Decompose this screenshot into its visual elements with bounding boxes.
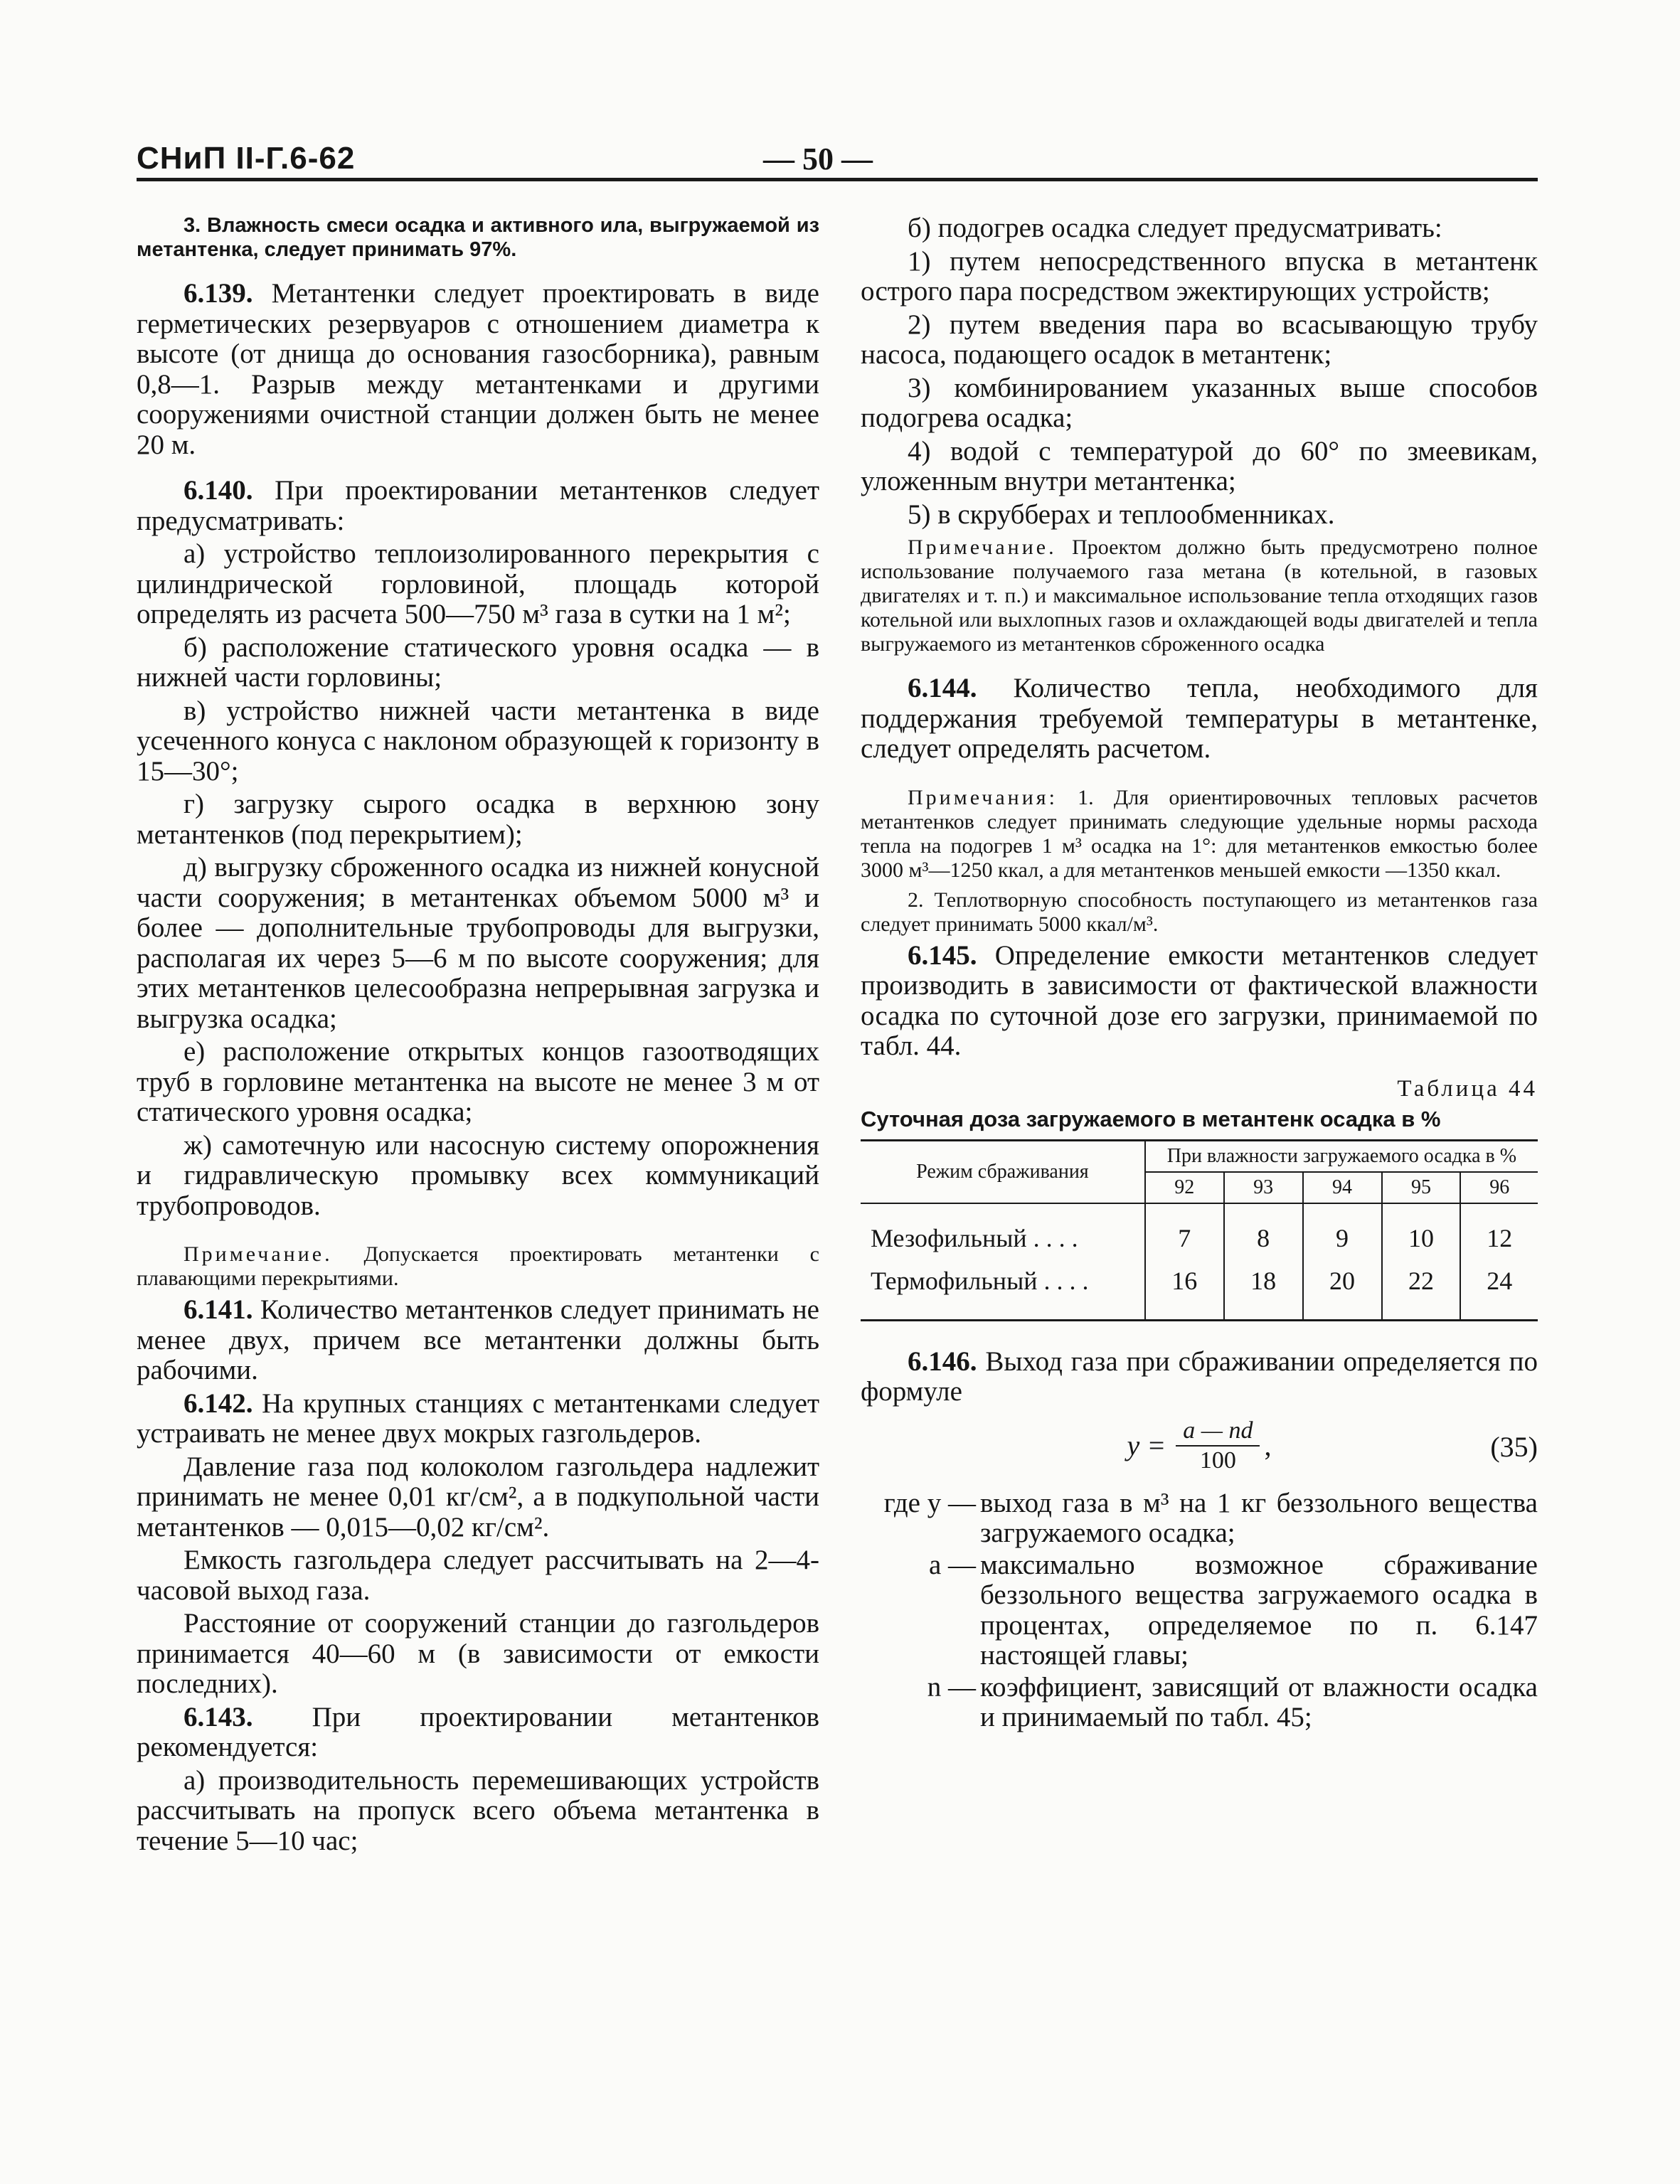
definition-text: выход газа в м³ на 1 кг беззольного вещества загружаемого осадка; (980, 1487, 1538, 1548)
formula-lhs: y = (1127, 1429, 1166, 1461)
table-label: Таблица 44 (1397, 1075, 1538, 1102)
value-cell: 7 (1145, 1203, 1224, 1259)
list-item: д) выгрузку сброженного осадка из нижней конусной части сооружения; в метантенках объемом 5000 м³ и более — дополнительные трубопроводы для выгрузки, располагая их через 5—6 м по высоте сооружения; для этих метантенков целесообразна непрерывная загрузка и выгрузка осадка; (137, 852, 819, 1034)
note-6-143 (861, 536, 1538, 656)
definition-row (861, 1550, 1538, 1671)
clause-6-140 (137, 476, 819, 536)
page-number: — 50 — (763, 142, 873, 176)
definition-row (861, 1673, 1538, 1733)
paragraph: Расстояние от сооружений станции до газгольдеров принимается 40—60 м (в зависимости от емкости последних). (137, 1608, 819, 1699)
clause-6-141 (137, 1295, 819, 1386)
humidity-header: 94 (1303, 1172, 1382, 1203)
list-item: 1) путем непосредственного впуска в метантенк острого пара посредством эжектирующих устройств; (861, 245, 1538, 307)
clause-number: 6.140. (184, 475, 253, 506)
definition-row (861, 1488, 1538, 1549)
humidity-header: 95 (1382, 1172, 1461, 1203)
list-item: е) расположение открытых концов газоотводящих труб в горловине метантенка на высоте не менее 3 м от статического уровня осадка; (137, 1036, 819, 1127)
definition-text: максимально возможное сбраживание беззольного вещества загружаемого осадка в процентах, определяемое по п. 6.147 настоящей главы; (980, 1549, 1538, 1671)
clause-text: Количество тепла, необходимого для поддержания требуемой температуры в метантенке, следует определять расчетом. (861, 673, 1538, 764)
list-item: в) устройство нижней части метантенка в виде усеченного конуса с наклоном образующей к горизонту в 15—30°; (137, 695, 819, 787)
clause-text: Выход газа при сбраживании определяется по формуле (861, 1346, 1538, 1407)
clause-text: Количество метантенков следует принимать не менее двух, причем все метантенки должны быть рабочими. (137, 1294, 819, 1385)
definition-label: где y — (883, 1487, 976, 1518)
note-label: Примечание. (184, 1242, 333, 1266)
document-code: СНиП II-Г.6-62 (137, 141, 356, 176)
note-text: 1. Для ориентировочных тепловых расчетов метантенков следует принимать следующие удельные нормы расхода тепла на подогрев 1 м³ осадка на 1°: для метантенков емкостью более 3000 м³—1250 ккал, а для метантенков меньшей емкости —1350 ккал. (861, 785, 1538, 882)
note-label: Примечания: (908, 785, 1058, 809)
clause-number: 6.142. (184, 1387, 253, 1419)
value-cell: 18 (1224, 1259, 1303, 1321)
clause-number: 6.139. (184, 278, 253, 309)
equation-number: (35) (1490, 1430, 1538, 1463)
table-row (861, 1203, 1538, 1259)
note-6-140 (137, 1242, 819, 1291)
formula-fraction (1176, 1417, 1260, 1475)
list-item: 2) путем введения пара во всасывающую трубу насоса, подающего осадок в метантенк; (861, 309, 1538, 370)
clause-6-143 (137, 1703, 819, 1763)
definition-text: коэффициент, зависящий от влажности осадка и принимаемый по табл. 45; (980, 1671, 1538, 1732)
list-item: 4) водой с температурой до 60° по змеевикам, уложенным внутри метантенка; (861, 435, 1538, 496)
value-cell: 20 (1303, 1259, 1382, 1321)
list-item: ж) самотечную или насосную систему опорожнения и гидравлическую промывку всех коммуникаций трубопроводов. (137, 1129, 819, 1221)
variable-definitions (861, 1488, 1538, 1733)
clause-text: Метантенки следует проектировать в виде герметических резервуаров с отношением диаметра к высоте (от днища до основания газосборника), равным 0,8—1. Разрыв между метантенками и другими сооружениями очистной станции должен быть не менее 20 м. (137, 278, 819, 460)
mode-cell: Мезофильный . . . . (871, 1223, 1078, 1252)
list-item: а) устройство теплоизолированного перекрытия с цилиндрической горловиной, площадь которой определять из расчета 500—750 м³ газа в сутки на 1 м²; (137, 538, 819, 629)
list-item: 3) комбинированием указанных выше способов подогрева осадка; (861, 372, 1538, 433)
humidity-group-header: При влажности загружаемого осадка в % (1145, 1140, 1538, 1172)
notes-6-144 (861, 786, 1538, 883)
formula-tail: , (1264, 1429, 1272, 1461)
clause-6-144 (861, 673, 1538, 765)
note-text: Проектом должно быть предусмотрено полное использование получаемого газа метана (в котельной, в газовых двигателях и т. п.) и максимальное использование тепла отходящих газов котельной или выхлопных газов и охлаждающей воды двигателей и тепла выгружаемого из метантенков сброженного осадка (861, 536, 1538, 656)
list-item: 5) в скрубберах и теплообменниках. (908, 499, 1335, 530)
humidity-header: 96 (1460, 1172, 1538, 1203)
list-item: б) подогрев осадка следует предусматривать: (908, 213, 1442, 243)
formula-denominator: 100 (1199, 1447, 1236, 1474)
clause-text: Определение емкости метантенков следует производить в зависимости от фактической влажности осадка по суточной дозе его загрузки, принимаемой по табл. 44. (861, 939, 1538, 1061)
right-column (861, 213, 1538, 1735)
table-header-row (861, 1140, 1538, 1172)
clause-text: На крупных станциях с метантенками следует устраивать не менее двух мокрых газгольдеров. (137, 1387, 819, 1449)
clause-6-146 (861, 1347, 1538, 1407)
paragraph: Давление газа под колоколом газгольдера надлежит принимать не менее 0,01 кг/см², а в подкупольной части метантенков — 0,015—0,02 кг/см². (137, 1451, 819, 1543)
value-cell: 8 (1224, 1203, 1303, 1259)
formula-numerator: a — nd (1176, 1417, 1260, 1447)
table-row (861, 1259, 1538, 1321)
value-cell: 24 (1460, 1259, 1538, 1321)
clause-number: 6.144. (908, 673, 977, 703)
clause-6-145 (861, 941, 1538, 1062)
digestion-dose-table (861, 1139, 1538, 1321)
table-caption: Суточная доза загружаемого в метантенк осадка в % (861, 1106, 1441, 1131)
list-item: а) производительность перемешивающих устройств рассчитывать на пропуск всего объема метантенка в течение 5—10 час; (137, 1764, 819, 1856)
note-humidity: 3. Влажность смеси осадка и активного ила, выгружаемой из метантенка, следует принимать 97%. (137, 214, 819, 261)
note-label: Примечание. (908, 536, 1057, 559)
value-cell: 10 (1382, 1203, 1461, 1259)
mode-cell: Термофильный . . . . (871, 1266, 1089, 1295)
notes-6-144-item-2: 2. Теплотворную способность поступающего из метантенков газа следует принимать 5000 ккал/м³. (861, 888, 1538, 936)
clause-text: При проектировании метантенков следует предусматривать: (137, 475, 819, 536)
definition-label: n — (927, 1671, 976, 1703)
left-column (137, 213, 819, 1859)
humidity-header: 92 (1145, 1172, 1224, 1203)
definition-label: a — (928, 1549, 976, 1580)
clause-text: При проектировании метантенков рекомендуется: (137, 1701, 819, 1762)
paragraph: Емкость газгольдера следует рассчитывать на 2—4-часовой выход газа. (137, 1545, 819, 1606)
clause-6-142 (137, 1389, 819, 1449)
list-item: б) расположение статического уровня осадка — в нижней части горловины; (137, 632, 819, 693)
clause-number: 6.146. (908, 1346, 977, 1377)
mode-column-header: Режим сбраживания (861, 1140, 1145, 1203)
value-cell: 16 (1145, 1259, 1224, 1321)
list-item: г) загрузку сырого осадка в верхнюю зону метантенков (под перекрытием); (137, 789, 819, 850)
formula-35 (861, 1410, 1538, 1481)
clause-number: 6.143. (184, 1701, 253, 1732)
header-rule (137, 178, 1538, 181)
clause-6-139 (137, 279, 819, 460)
value-cell: 22 (1382, 1259, 1461, 1321)
humidity-header: 93 (1224, 1172, 1303, 1203)
value-cell: 9 (1303, 1203, 1382, 1259)
clause-number: 6.141. (184, 1294, 253, 1325)
clause-number: 6.145. (908, 939, 977, 971)
value-cell: 12 (1460, 1203, 1538, 1259)
note-text: Допускается проектировать метантенки с плавающими перекрытиями. (137, 1242, 819, 1290)
